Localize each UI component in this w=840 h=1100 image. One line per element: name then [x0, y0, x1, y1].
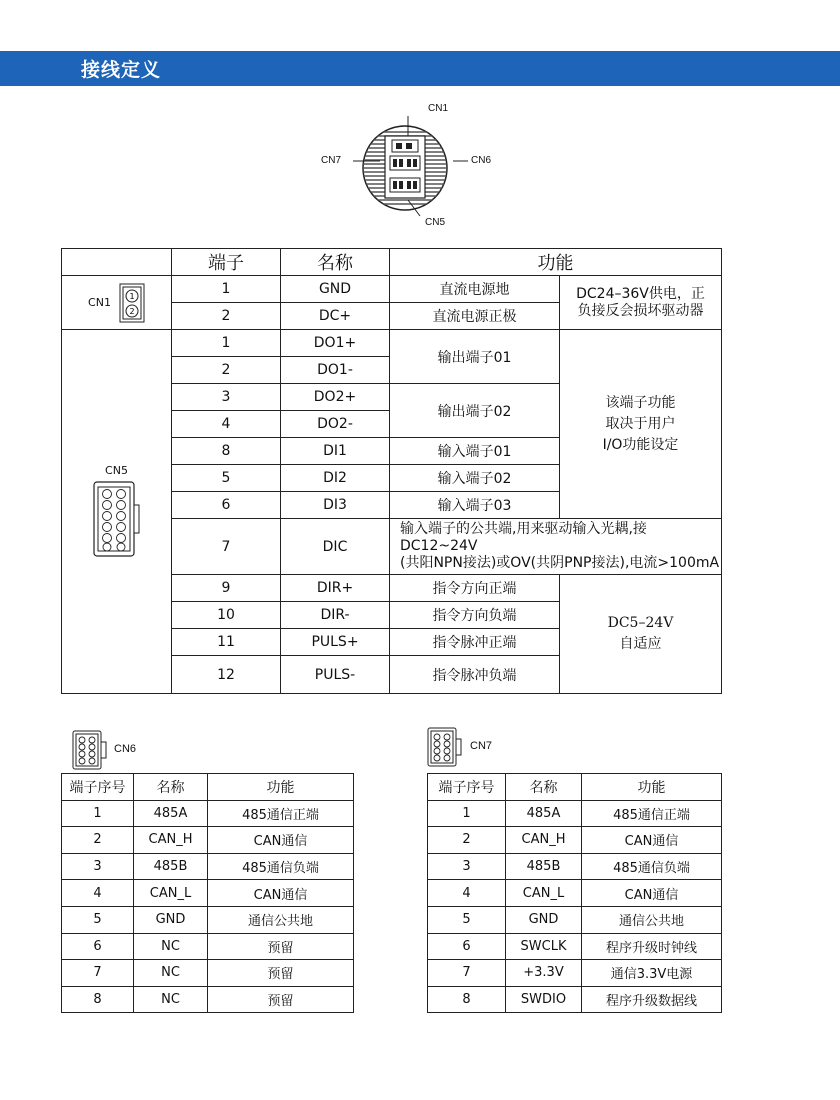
motor-back-view-icon — [330, 100, 510, 232]
table-row — [62, 933, 354, 960]
function-cell: 通信公共地 — [208, 906, 354, 933]
no-cell: 7 — [62, 960, 134, 987]
name-cell: CAN_L — [506, 880, 582, 907]
terminal-cell: 5 — [172, 465, 281, 492]
table-row — [428, 853, 722, 880]
table-header-row — [62, 774, 354, 801]
table-row — [62, 827, 354, 854]
header-function: 功能 — [208, 774, 354, 801]
empty-header — [62, 249, 172, 276]
no-cell: 2 — [428, 827, 506, 854]
table-row — [428, 933, 722, 960]
cn5-group-cell — [62, 330, 172, 694]
name-cell: GND — [134, 906, 208, 933]
output-01-label: 输出端子01 — [437, 349, 512, 366]
motor-connector-diagram — [321, 100, 510, 232]
terminal-cell: 12 — [172, 656, 281, 694]
name-cell: 485B — [134, 853, 208, 880]
no-cell: 5 — [428, 906, 506, 933]
name-cell: CAN_H — [134, 827, 208, 854]
function-cell: 485通信负端 — [582, 853, 722, 880]
cn5-connector-icon — [92, 481, 142, 557]
cn1-label: CN1 — [428, 103, 449, 114]
function-cell: CAN通信 — [582, 827, 722, 854]
no-cell: 3 — [428, 853, 506, 880]
terminal-cell: 11 — [172, 629, 281, 656]
function-cell: 指令方向负端 — [390, 602, 560, 629]
no-cell: 4 — [428, 880, 506, 907]
function-cell: 预留 — [208, 960, 354, 987]
no-cell: 1 — [428, 800, 506, 827]
function-cell: 输入端子02 — [390, 465, 560, 492]
function-cell: 程序升级数据线 — [582, 986, 722, 1013]
pulse-desc-line1: DC5–24V — [607, 615, 674, 631]
header-function: 功能 — [582, 774, 722, 801]
table-row — [428, 960, 722, 987]
name-cell: 485B — [506, 853, 582, 880]
name-cell: DO2+ — [281, 384, 390, 411]
name-cell: DI1 — [281, 438, 390, 465]
no-cell: 6 — [62, 933, 134, 960]
name-cell: NC — [134, 986, 208, 1013]
header-terminal: 端子 — [172, 249, 281, 276]
name-cell: NC — [134, 960, 208, 987]
svg-text:1: 1 — [129, 291, 135, 301]
cn7-label: CN7 — [321, 155, 342, 166]
no-cell: 5 — [62, 906, 134, 933]
name-cell: CAN_L — [134, 880, 208, 907]
cn1-desc-line2: 负接反会损坏驱动器 — [577, 302, 704, 319]
no-cell: 2 — [62, 827, 134, 854]
function-cell — [390, 330, 560, 384]
table-row — [428, 880, 722, 907]
name-cell: DIR- — [281, 602, 390, 629]
function-cell: 485通信正端 — [582, 800, 722, 827]
table-row — [62, 276, 722, 303]
function-cell: 指令脉冲正端 — [390, 629, 560, 656]
cn7-connector-icon — [427, 727, 463, 767]
cn6-label: CN6 — [114, 743, 137, 755]
name-cell: DO1- — [281, 357, 390, 384]
cn6-label: CN6 — [471, 155, 492, 166]
cn7-label: CN7 — [470, 740, 493, 752]
table-row — [62, 853, 354, 880]
terminal-cell: 2 — [172, 357, 281, 384]
function-cell: 指令方向正端 — [390, 575, 560, 602]
table-row — [62, 800, 354, 827]
name-cell: 485A — [506, 800, 582, 827]
no-cell: 3 — [62, 853, 134, 880]
table-row — [62, 960, 354, 987]
pulse-description — [560, 575, 722, 694]
io-desc-line1: 该端子功能 — [605, 394, 676, 411]
function-cell: 通信公共地 — [582, 906, 722, 933]
header-no: 端子序号 — [62, 774, 134, 801]
function-cell: 通信3.3V电源 — [582, 960, 722, 987]
table-row — [428, 800, 722, 827]
terminal-cell: 10 — [172, 602, 281, 629]
function-cell: 预留 — [208, 933, 354, 960]
io-description — [560, 330, 722, 519]
name-cell: SWDIO — [506, 986, 582, 1013]
function-cell: 预留 — [208, 986, 354, 1013]
terminal-cell: 4 — [172, 411, 281, 438]
function-cell: 指令脉冲负端 — [390, 656, 560, 694]
cn1-group-label: CN1 — [88, 296, 111, 309]
header-name: 名称 — [281, 249, 390, 276]
no-cell: 8 — [428, 986, 506, 1013]
terminal-cell: 6 — [172, 492, 281, 519]
cn7-table — [427, 773, 722, 1013]
function-cell: 程序升级时钟线 — [582, 933, 722, 960]
terminal-cell: 1 — [172, 330, 281, 357]
section-title: 接线定义 — [81, 59, 162, 81]
name-cell: DIR+ — [281, 575, 390, 602]
name-cell: 485A — [134, 800, 208, 827]
svg-text:2: 2 — [129, 306, 135, 316]
main-terminal-table — [61, 248, 722, 694]
table-row — [62, 906, 354, 933]
name-cell: +3.3V — [506, 960, 582, 987]
table-row — [428, 827, 722, 854]
cn5-label: CN5 — [425, 217, 446, 228]
no-cell: 1 — [62, 800, 134, 827]
table-row — [428, 906, 722, 933]
function-cell — [390, 384, 560, 438]
output-02-label: 输出端子02 — [437, 403, 512, 420]
function-cell: CAN通信 — [582, 880, 722, 907]
cn5-group-label: CN5 — [105, 463, 128, 477]
name-cell: NC — [134, 933, 208, 960]
table-row — [62, 330, 722, 357]
terminal-cell: 2 — [172, 303, 281, 330]
section-header — [0, 51, 840, 86]
name-cell: DO2- — [281, 411, 390, 438]
name-cell: GND — [506, 906, 582, 933]
cn1-desc-line1: DC24–36V供电，正 — [576, 285, 705, 302]
terminal-cell: 3 — [172, 384, 281, 411]
cn1-connector-icon — [119, 283, 145, 323]
header-name: 名称 — [506, 774, 582, 801]
pulse-desc-line2: 自适应 — [619, 636, 662, 652]
no-cell: 7 — [428, 960, 506, 987]
cn6-connector-icon — [72, 730, 108, 770]
dic-description — [390, 519, 722, 575]
function-cell: CAN通信 — [208, 827, 354, 854]
dic-desc-line1: 输入端子的公共端,用来驱动输入光耦,接DC12~24V — [400, 521, 647, 554]
no-cell: 4 — [62, 880, 134, 907]
terminal-cell: 7 — [172, 519, 281, 575]
name-cell: DIC — [281, 519, 390, 575]
function-cell: 直流电源正极 — [390, 303, 560, 330]
no-cell: 8 — [62, 986, 134, 1013]
cn1-group-cell — [62, 276, 172, 330]
name-cell: DC+ — [281, 303, 390, 330]
terminal-cell: 9 — [172, 575, 281, 602]
cn6-table — [61, 773, 354, 1013]
name-cell: DI3 — [281, 492, 390, 519]
name-cell: PULS+ — [281, 629, 390, 656]
io-desc-line3: I/O功能设定 — [602, 436, 679, 453]
table-row — [62, 880, 354, 907]
header-name: 名称 — [134, 774, 208, 801]
name-cell: DO1+ — [281, 330, 390, 357]
function-cell: 直流电源地 — [390, 276, 560, 303]
name-cell: SWCLK — [506, 933, 582, 960]
name-cell: CAN_H — [506, 827, 582, 854]
name-cell: PULS- — [281, 656, 390, 694]
header-function: 功能 — [390, 249, 722, 276]
function-cell: 输入端子03 — [390, 492, 560, 519]
table-header-row — [62, 249, 722, 276]
table-header-row — [428, 774, 722, 801]
cn1-description — [560, 276, 722, 330]
dic-desc-line2: (共阳NPN接法)或OV(共阴PNP接法),电流>100mA — [400, 555, 720, 571]
io-desc-line2: 取决于用户 — [605, 415, 676, 432]
terminal-cell: 1 — [172, 276, 281, 303]
no-cell: 6 — [428, 933, 506, 960]
table-row — [62, 986, 354, 1013]
function-cell: 输入端子01 — [390, 438, 560, 465]
name-cell: GND — [281, 276, 390, 303]
name-cell: DI2 — [281, 465, 390, 492]
terminal-cell: 8 — [172, 438, 281, 465]
function-cell: 485通信负端 — [208, 853, 354, 880]
header-no: 端子序号 — [428, 774, 506, 801]
function-cell: 485通信正端 — [208, 800, 354, 827]
table-row — [428, 986, 722, 1013]
function-cell: CAN通信 — [208, 880, 354, 907]
